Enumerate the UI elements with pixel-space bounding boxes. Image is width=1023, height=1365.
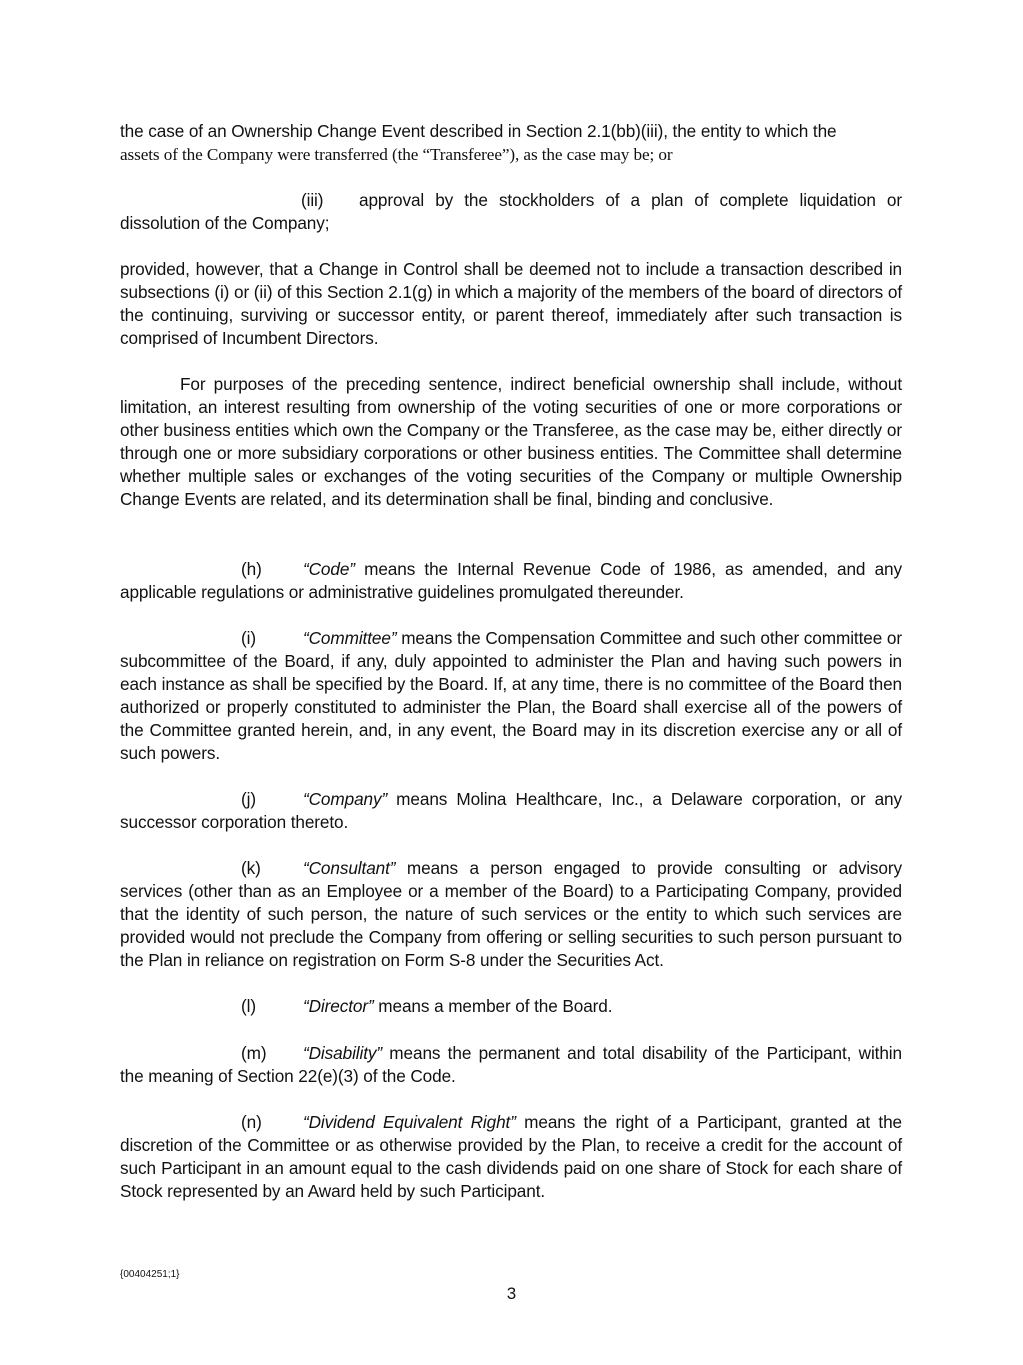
definition-m: [120, 1042, 902, 1088]
definition-l: [120, 995, 902, 1018]
definition-label: (j): [241, 789, 256, 809]
definition-label: (h): [241, 559, 262, 579]
definition-text: means the right of a Participant, granted at the discretion of the Committee or as otherwise provided by the Plan, to receive a credit for the account of such Participant in an amount equal to the cash dividends paid on one share of Stock for each share of Stock represented by an Award held by such Participant.: [120, 1112, 902, 1201]
footer-document-id: {00404251;1}: [120, 1269, 180, 1280]
definition-label: (l): [241, 996, 256, 1016]
definition-label: (n): [241, 1112, 262, 1132]
definition-label: (i): [241, 628, 256, 648]
definition-text: means Molina Healthcare, Inc., a Delaware corporation, or any successor corporation thereto.: [120, 789, 902, 832]
definition-text: means a person engaged to provide consulting or advisory services (other than as an Employee or a member of the Board) to a Participating Company, provided that the identity of such person, the nature of such services or the entity to which such services are provided would not preclude the Company from offering or selling securities to such person pursuant to the Plan in reliance on registration on Form S-8 under the Securities Act.: [120, 858, 902, 970]
definition-n: [120, 1111, 902, 1203]
intro-paragraph: [120, 120, 902, 166]
intro-line-2: assets of the Company were transferred (the “Transferee”), as the case may be; or: [120, 145, 673, 164]
definition-label: (k): [241, 858, 261, 878]
defined-term: “Dividend Equivalent Right”: [303, 1112, 516, 1132]
clause-iii-text: approval by the stockholders of a plan of complete liquidation or dissolution of the Company;: [120, 190, 902, 233]
defined-term: “Code”: [303, 559, 355, 579]
intro-line-1: the case of an Ownership Change Event described in Section 2.1(bb)(iii), the entity to which the: [120, 121, 837, 141]
clause-iii-label: (iii): [301, 190, 324, 210]
definition-text: means the Compensation Committee and such other committee or subcommittee of the Board, if any, duly appointed to administer the Plan and having such powers in each instance as shall be specified by the Board. If, at any time, there is no committee of the Board then authorized or properly constituted to administer the Plan, the Board shall exercise all of the powers of the Committee granted herein, and, in any event, the Board may in its discretion exercise any or all of such powers.: [120, 628, 902, 763]
definition-i: [120, 627, 902, 765]
definition-text: means the permanent and total disability of the Participant, within the meaning of Section 22(e)(3) of the Code.: [120, 1043, 902, 1086]
purposes-paragraph: For purposes of the preceding sentence, indirect beneficial ownership shall include, without limitation, an interest resulting from ownership of the voting securities of one or more corporations or other business entities which own the Company or the Transferee, as the case may be, either directly or through one or more subsidiary corporations or other business entities. The Committee shall determine whether multiple sales or exchanges of the voting securities of the Company or multiple Ownership Change Events are related, and its determination shall be final, binding and conclusive.: [120, 374, 902, 509]
definition-j: [120, 788, 902, 834]
definition-text: means the Internal Revenue Code of 1986, as amended, and any applicable regulations or administrative guidelines promulgated thereunder.: [120, 559, 902, 602]
defined-term: “Company”: [303, 789, 388, 809]
definition-k: [120, 857, 902, 972]
defined-term: “Director”: [303, 996, 374, 1016]
definition-h: [120, 558, 902, 604]
proviso-paragraph: provided, however, that a Change in Control shall be deemed not to include a transaction described in subsections (i) or (ii) of this Section 2.1(g) in which a majority of the members of the board of directors of the continuing, surviving or successor entity, or parent thereof, immediately after such transaction is comprised of Incumbent Directors.: [120, 259, 902, 348]
defined-term: “Disability”: [303, 1043, 383, 1063]
defined-term: “Committee”: [303, 628, 397, 648]
definition-text: means a member of the Board.: [373, 996, 613, 1016]
clause-iii: [120, 189, 902, 235]
defined-term: “Consultant”: [303, 858, 396, 878]
definition-label: (m): [241, 1043, 267, 1063]
page-number: 3: [506, 1284, 517, 1303]
